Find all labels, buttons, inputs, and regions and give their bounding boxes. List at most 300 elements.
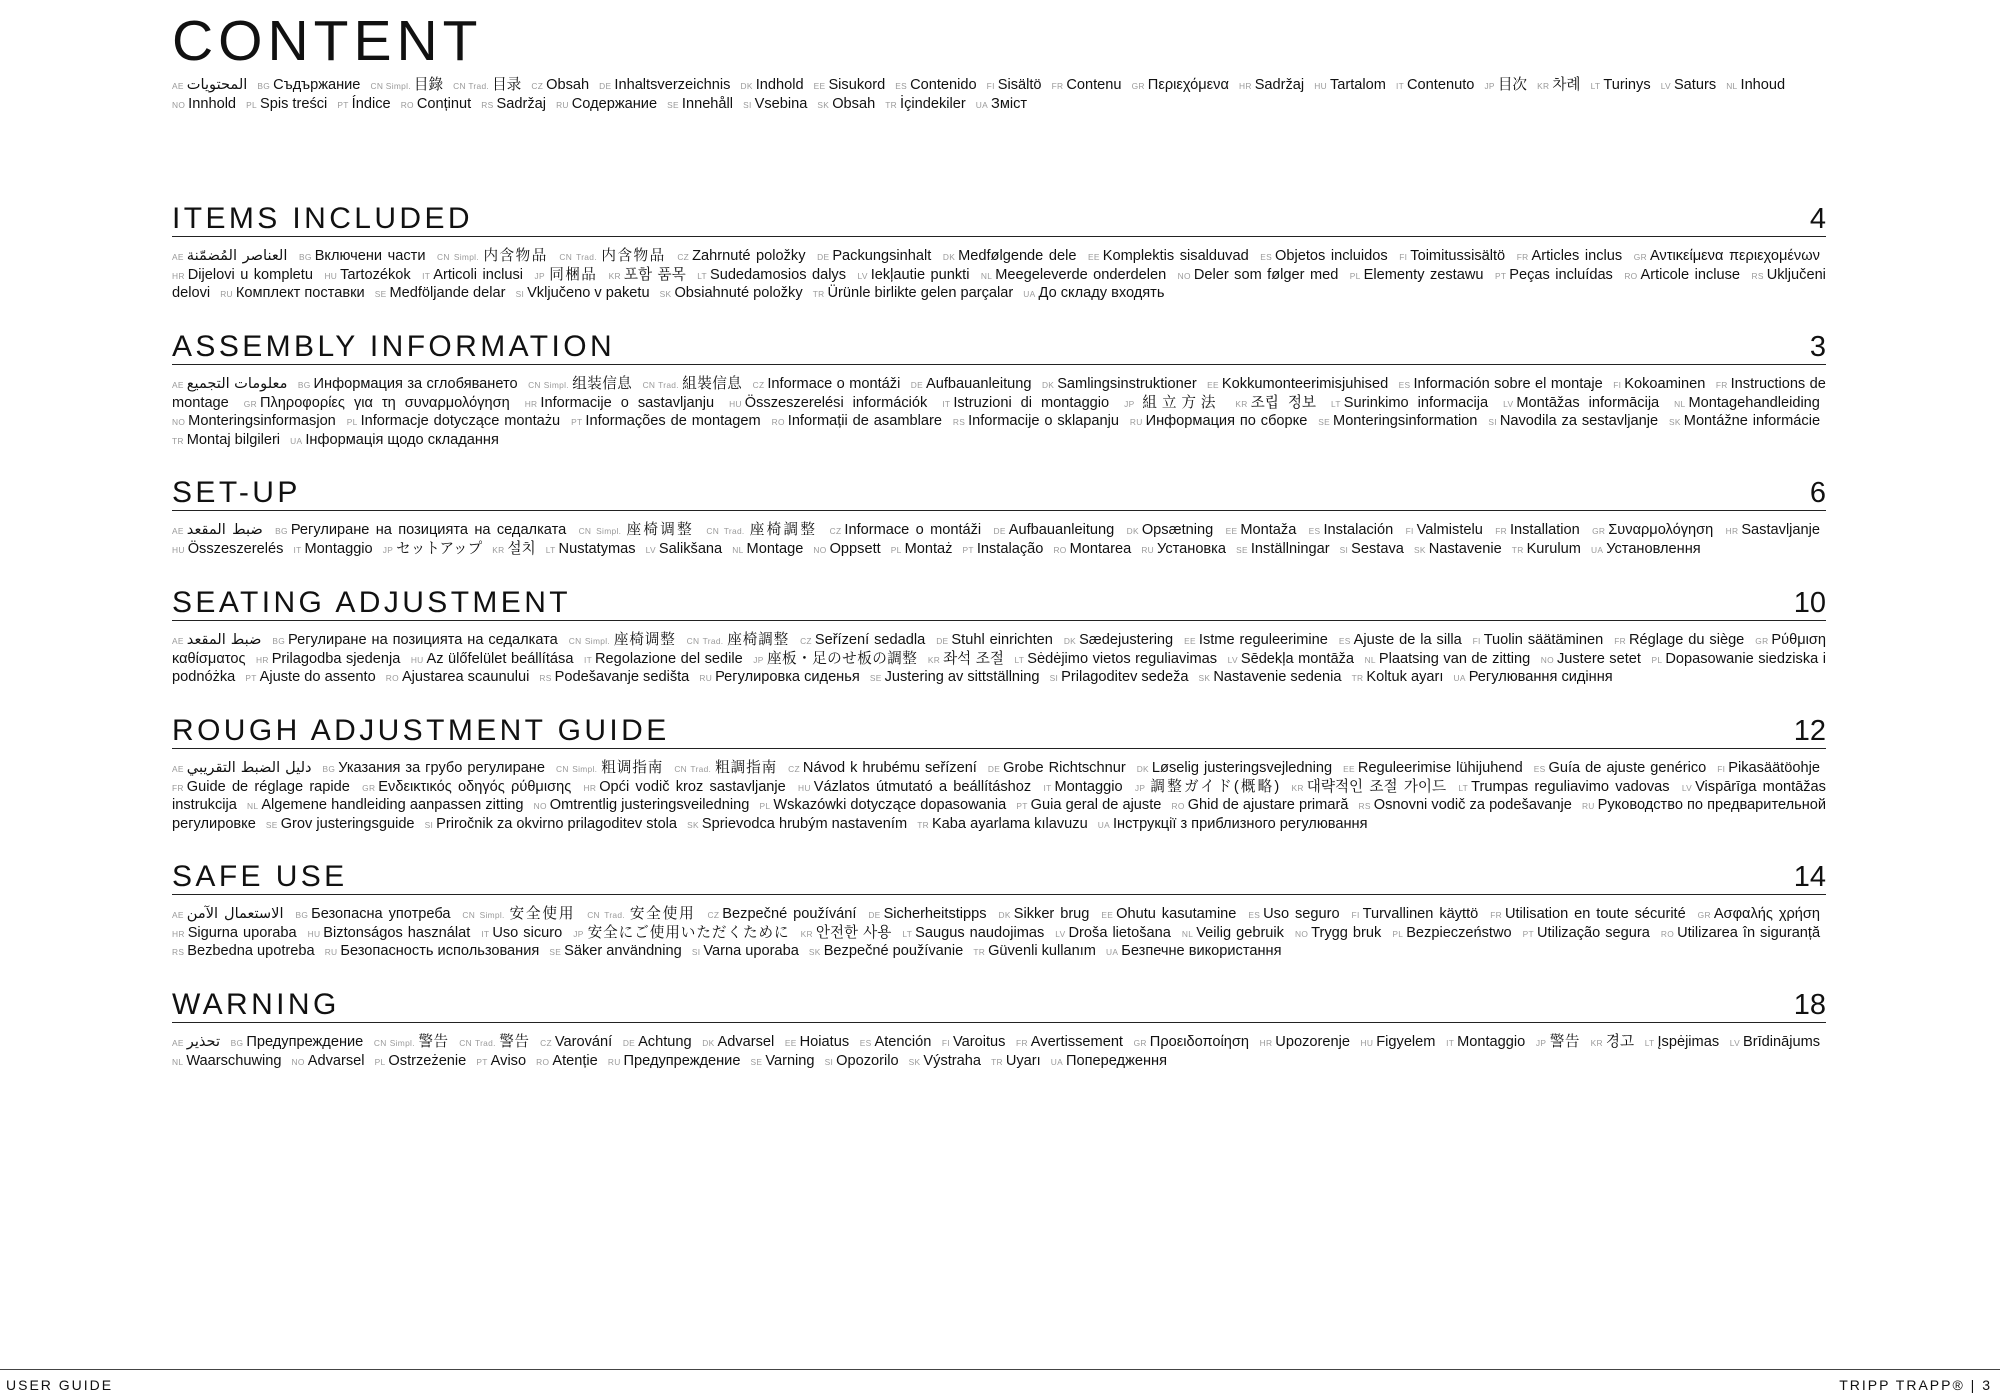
language-code: JP (573, 928, 584, 939)
translation-item (687, 816, 907, 832)
translation-item (740, 77, 803, 93)
translation-text: Регулиране на позицията на седалката (290, 522, 567, 538)
translation-text: Navodila za sestavljanje (1499, 413, 1659, 429)
language-code: RO (1053, 544, 1067, 555)
language-code: SE (1318, 417, 1331, 427)
translation-text: Sadržaj (1254, 77, 1305, 93)
translation-item (1536, 1034, 1580, 1050)
translation-item (375, 1053, 467, 1069)
translation-item (1101, 906, 1236, 922)
language-code: DE (868, 910, 881, 920)
translation-item (1523, 925, 1650, 941)
translation-text: Utilização segura (1536, 924, 1650, 941)
translation-text: Vključeno v paketu (527, 285, 650, 301)
footer-product-page: TRIPP TRAPP® | 3 (1839, 1377, 1992, 1393)
language-code: SE (750, 1056, 763, 1067)
translation-text: Veilig gebruik (1196, 924, 1284, 941)
translation-text: Зміст (991, 95, 1028, 112)
translation-text: Guía de ajuste genérico (1548, 760, 1707, 776)
translation-text: Contenu (1066, 77, 1122, 93)
language-code: HR (255, 654, 269, 665)
translation-item (256, 651, 400, 667)
translation-item (1340, 541, 1404, 557)
translation-item (706, 522, 817, 538)
language-code: KR (1291, 782, 1304, 793)
translation-item (172, 906, 284, 922)
language-code: LV (1660, 81, 1671, 91)
language-code: FR (1495, 526, 1507, 536)
language-code: CN Simpl. (462, 910, 505, 920)
translation-item (953, 413, 1119, 429)
language-code: SI (743, 99, 752, 110)
language-code: LV (1681, 782, 1693, 793)
translation-item (1172, 797, 1349, 813)
translation-text: Περιεχόμενα (1147, 77, 1229, 93)
language-code: BG (295, 910, 309, 920)
section-title: ASSEMBLY INFORMATION (172, 330, 616, 363)
translation-item (1016, 797, 1161, 813)
language-code: NL (1364, 654, 1376, 665)
translation-item (687, 632, 790, 648)
language-code: RO (1660, 928, 1675, 939)
translation-text: Информация за сглобяването (313, 376, 518, 392)
language-code: LV (1227, 654, 1238, 665)
language-code: HU (307, 928, 321, 939)
content-translations (172, 77, 1824, 114)
translation-item (814, 77, 886, 93)
translation-text: Surinkimo informacija (1343, 394, 1489, 411)
translation-text: Informacje dotyczące montażu (360, 413, 561, 429)
language-code: UA (975, 99, 989, 110)
translation-item (571, 413, 761, 429)
translation-item (825, 1053, 899, 1069)
translation-text: Wskazówki dotyczące dopasowania (773, 797, 1007, 813)
translation-text: Indhold (755, 77, 804, 93)
translation-item (325, 943, 540, 959)
translation-text: Justering av sittställning (884, 669, 1040, 685)
translation-item (1184, 632, 1328, 648)
translation-text: Instructions de montage (172, 376, 1826, 411)
language-code: NO (813, 544, 827, 555)
language-code: CN Trad. (686, 636, 724, 646)
language-code: ES (1248, 910, 1261, 920)
translation-text: 座椅调整 (612, 632, 676, 648)
translation-text: Sestava (1351, 540, 1404, 557)
translation-item (546, 541, 636, 557)
section-page-number: 18 (1793, 989, 1826, 1021)
translation-item (1135, 779, 1279, 795)
translation-text: Uključeni delovi (172, 266, 1826, 301)
translation-item (830, 522, 982, 538)
language-code: RU (324, 947, 338, 957)
translation-text: 同梱品 (547, 266, 598, 283)
translation-item (973, 943, 1096, 959)
translation-item (1503, 395, 1659, 411)
translation-item (172, 925, 297, 941)
translation-item (172, 522, 263, 538)
translation-item (1591, 541, 1701, 557)
language-code: JP (534, 270, 545, 281)
translation-text: Figyelem (1376, 1034, 1436, 1050)
section-page-number: 6 (1809, 477, 1826, 509)
translation-text: العناصر المُضمّنة (186, 248, 288, 264)
translation-item (1050, 669, 1189, 685)
translation-item (1591, 1034, 1634, 1050)
translation-item (817, 248, 931, 264)
translation-item (1014, 651, 1217, 667)
translation-text: Contenuto (1407, 77, 1475, 93)
translation-item (172, 432, 280, 448)
translation-text: Istme reguleerimine (1198, 632, 1328, 648)
translation-text: Sudedamosios dalys (709, 266, 847, 283)
translation-text: Sigurna uporaba (187, 924, 297, 941)
translation-text: Instalação (976, 540, 1044, 557)
translation-item (1352, 669, 1444, 685)
language-code: LT (1330, 398, 1341, 409)
translation-text: Інформація щодо складання (305, 431, 499, 448)
translation-text: Regolazione del sedile (594, 650, 743, 667)
translation-text: Інструкції з приблизного регулювання (1113, 815, 1368, 832)
section-header (172, 858, 1826, 895)
translation-text: Установлення (1606, 540, 1701, 557)
translation-item (299, 248, 425, 264)
translation-text: 内含物品 (481, 248, 548, 264)
language-code: DK (1136, 764, 1149, 774)
language-code: DK (702, 1038, 715, 1048)
section-title: WARNING (172, 988, 340, 1021)
translation-text: İçindekiler (900, 95, 966, 112)
translation-text: Nastavenie sedenia (1213, 669, 1342, 685)
language-code: SK (1198, 673, 1211, 683)
translation-item (559, 248, 665, 264)
translation-item (1495, 522, 1580, 538)
translation-text: Dopasowanie siedziska i podnóżka (172, 650, 1826, 685)
translation-item (172, 413, 336, 429)
translation-item (667, 96, 733, 112)
translation-item (231, 1034, 364, 1050)
translation-item (172, 632, 261, 648)
language-code: PT (476, 1056, 488, 1067)
language-code: SK (659, 289, 672, 299)
language-code: FI (1405, 526, 1414, 536)
language-code: UA (1453, 673, 1466, 683)
language-code: DE (622, 1038, 636, 1048)
translation-item (244, 395, 510, 411)
language-code: RS (952, 417, 966, 427)
language-code: JP (1535, 1038, 1547, 1048)
language-code: DK (1041, 380, 1055, 390)
translation-text: Índice (351, 95, 391, 112)
translation-item (1350, 267, 1484, 283)
translation-text: Zahrnuté položky (692, 248, 806, 264)
translation-text: Nustatymas (558, 540, 636, 557)
section-page-number: 12 (1793, 715, 1826, 747)
translation-item (860, 1034, 932, 1050)
language-code: LT (902, 928, 913, 939)
language-code: SI (691, 947, 701, 957)
language-code: JP (1484, 81, 1495, 91)
translation-item (437, 248, 548, 264)
translation-text: Ρύθμιση καθίσματος (172, 632, 1827, 667)
translation-text: Nastavenie (1428, 540, 1502, 557)
language-code: UA (1050, 1056, 1064, 1067)
translation-text: Guia geral de ajuste (1030, 797, 1162, 813)
translation-text: 차례 (1552, 77, 1581, 93)
translation-item (492, 541, 535, 557)
section-translations (172, 1034, 1826, 1071)
translation-item (1365, 651, 1531, 667)
translation-text: Objetos incluidos (1275, 248, 1388, 264)
language-code: IT (293, 544, 302, 555)
translation-item (308, 925, 471, 941)
translation-item (1634, 248, 1820, 264)
translation-text: Säker användning (564, 943, 682, 959)
translation-text: Uyarı (1005, 1052, 1041, 1069)
language-code: CN Simpl. (578, 526, 622, 536)
translation-text: 目次 (1497, 77, 1528, 93)
translation-item (1458, 779, 1669, 795)
language-code: CN Trad. (706, 526, 745, 536)
translation-text: 경고 (1605, 1034, 1635, 1050)
language-code: IT (1395, 81, 1405, 91)
translation-text: Montážne informácie (1683, 413, 1821, 429)
translation-item (425, 816, 677, 832)
translation-item (1512, 541, 1581, 557)
section-translations (172, 376, 1826, 450)
translation-text: Medföljande delar (389, 285, 506, 301)
language-code: FI (941, 1038, 950, 1048)
language-code: HU (324, 270, 338, 281)
translation-item (699, 669, 859, 685)
translation-item (1141, 541, 1226, 557)
translation-item (988, 760, 1126, 776)
language-code: AE (172, 636, 184, 646)
language-code: LT (1014, 654, 1025, 665)
language-code: IT (1043, 782, 1052, 793)
language-code: SE (1236, 544, 1248, 555)
language-code: IT (942, 398, 951, 409)
translation-item (481, 96, 546, 112)
translation-item (702, 1034, 774, 1050)
language-code: LT (697, 270, 707, 281)
translation-text: Vázlatos útmutató a beállításhoz (813, 778, 1032, 795)
language-code: SI (1488, 417, 1497, 427)
language-code: PL (374, 1056, 386, 1067)
translation-item (1698, 906, 1820, 922)
language-code: JP (753, 654, 764, 665)
translation-text: 目錄 (413, 77, 444, 93)
translation-item (885, 96, 965, 112)
translation-text: Varna uporaba (703, 943, 799, 959)
translation-item (1446, 1034, 1525, 1050)
language-code: TR (991, 1056, 1003, 1067)
translation-item (1199, 669, 1342, 685)
translation-text: Aviso (490, 1052, 527, 1069)
translation-item (172, 248, 287, 264)
translation-text: ضبط المقعد (186, 522, 263, 538)
translation-text: Ajustarea scaunului (401, 669, 530, 685)
language-code: RU (1129, 417, 1143, 427)
language-code: EE (1184, 636, 1196, 646)
translation-item (172, 77, 247, 93)
translation-item (172, 760, 312, 776)
translation-item (583, 779, 785, 795)
translation-item (370, 77, 443, 93)
translation-item (245, 669, 375, 685)
translation-text: Montaggio (304, 540, 373, 557)
translation-text: الاستعمال الآمن (186, 906, 284, 922)
language-code: DE (936, 636, 949, 646)
translation-item (525, 395, 714, 411)
translation-text: 포함 품목 (623, 266, 686, 283)
translation-item (1517, 248, 1622, 264)
language-code: CN Trad. (459, 1038, 496, 1048)
translation-text: 警告 (498, 1034, 530, 1050)
translation-item (1399, 248, 1505, 264)
language-code: FR (172, 782, 184, 793)
translation-item (1359, 797, 1572, 813)
language-code: KR (1537, 81, 1550, 91)
translation-text: Sēdekļa montāža (1240, 650, 1355, 667)
translation-text: Aufbauanleitung (1008, 522, 1115, 538)
translation-text: Waarschuwing (186, 1052, 282, 1069)
translation-item (1669, 413, 1820, 429)
translation-item (459, 1034, 529, 1050)
section-title: SEATING ADJUSTMENT (172, 586, 572, 619)
language-code: CZ (752, 380, 765, 390)
translation-item (753, 651, 917, 667)
translation-text: Opozorilo (836, 1052, 899, 1069)
translation-text: Попередження (1066, 1052, 1167, 1069)
translation-text: Opsætning (1141, 522, 1214, 538)
language-code: TR (917, 819, 929, 830)
translation-text: معلومات التجميع (186, 376, 288, 392)
translation-text: Uso seguro (1263, 906, 1340, 922)
translation-text: Inställningar (1250, 540, 1330, 557)
section-translations (172, 632, 1826, 688)
translation-text: Безпечне використання (1121, 943, 1282, 959)
translation-text: Güvenli kullanım (988, 943, 1096, 959)
language-code: DE (599, 81, 612, 91)
translation-item (643, 376, 743, 392)
translation-text: Montāžas informācija (1516, 394, 1660, 411)
translation-item (1055, 925, 1171, 941)
translation-text: 설치 (507, 540, 536, 557)
translation-item (1106, 943, 1281, 959)
translation-text: Sisukord (828, 77, 886, 93)
translation-item (870, 669, 1040, 685)
language-code: GR (1633, 252, 1647, 262)
translation-text: Instalación (1323, 522, 1394, 538)
translation-text: Ürünle birlikte gelen parçalar (827, 285, 1014, 301)
translation-item (800, 632, 925, 648)
language-code: CN Trad. (674, 764, 712, 774)
translation-item (1339, 632, 1462, 648)
translation-item (1309, 522, 1394, 538)
language-code: ES (1398, 380, 1411, 390)
language-code: SI (1049, 673, 1059, 683)
translation-item (539, 669, 689, 685)
translation-text: Aufbauanleitung (926, 376, 1032, 392)
language-code: CN Simpl. (437, 252, 479, 262)
translation-text: Προειδοποίηση (1149, 1034, 1249, 1050)
translation-text: До складу входять (1038, 285, 1165, 301)
translation-item (347, 413, 560, 429)
translation-item (1614, 632, 1744, 648)
language-code: CZ (531, 81, 544, 91)
language-code: SK (908, 1056, 921, 1067)
translation-item (293, 541, 372, 557)
translation-item (1484, 77, 1527, 93)
translation-item (1343, 760, 1523, 776)
language-code: BG (322, 764, 336, 774)
language-code: KR (492, 544, 505, 555)
language-code: NO (1294, 928, 1309, 939)
translation-text: Sadržaj (496, 95, 546, 112)
language-code: PL (1392, 928, 1404, 939)
language-code: PL (890, 544, 902, 555)
translation-item (729, 395, 927, 411)
translation-item (462, 906, 575, 922)
translation-text: Montaż (904, 540, 953, 557)
language-code: PL (246, 99, 257, 110)
translation-item (540, 1034, 612, 1050)
language-code: UA (1106, 947, 1119, 957)
translation-text: Ohutu kasutamine (1116, 906, 1237, 922)
translation-item (1661, 925, 1820, 941)
translation-text: Istruzioni di montaggio (953, 394, 1110, 411)
language-code: SK (1413, 544, 1426, 555)
translation-text: Sprievodca hrubým nastavením (701, 815, 908, 832)
translation-item (646, 541, 723, 557)
language-code: JP (382, 544, 394, 555)
section-title: ROUGH ADJUSTMENT GUIDE (172, 714, 670, 747)
language-code: RU (556, 99, 569, 110)
translation-item (936, 632, 1053, 648)
section-page-number: 10 (1793, 587, 1826, 619)
language-code: HU (172, 544, 185, 555)
language-code: UA (1023, 289, 1036, 299)
language-code: UA (1590, 544, 1604, 555)
translation-text: Регулировка сиденья (715, 669, 860, 685)
translation-text: Algemene handleiding aanpassen zitting (261, 797, 524, 813)
translation-text: Предупреждение (623, 1052, 741, 1069)
translation-text: Grobe Richtschnur (1003, 760, 1126, 776)
language-code: KR (927, 654, 941, 665)
language-code: KR (1235, 398, 1248, 409)
translation-item (1314, 77, 1386, 93)
translation-item (1488, 413, 1658, 429)
section-translations (172, 248, 1826, 304)
translation-text: Dijelovi u kompletu (187, 266, 313, 283)
language-code: IT (481, 928, 490, 939)
translation-text: Brīdinājums (1742, 1034, 1821, 1050)
translation-text: Obsah (546, 77, 590, 93)
translation-text: Tartozékok (340, 266, 411, 283)
translation-item (751, 1053, 815, 1069)
language-code: CN Simpl. (528, 380, 569, 390)
translation-item (362, 779, 571, 795)
translation-item (1674, 395, 1820, 411)
translation-item (1207, 376, 1388, 392)
language-code: CZ (707, 910, 720, 920)
language-code: CZ (788, 764, 800, 774)
translation-text: Установка (1157, 540, 1227, 557)
section-translations (172, 906, 1826, 962)
translation-text: Montage (746, 540, 804, 557)
translation-text: Elementy zestawu (1363, 266, 1484, 283)
translation-text: Содержание (571, 95, 658, 112)
